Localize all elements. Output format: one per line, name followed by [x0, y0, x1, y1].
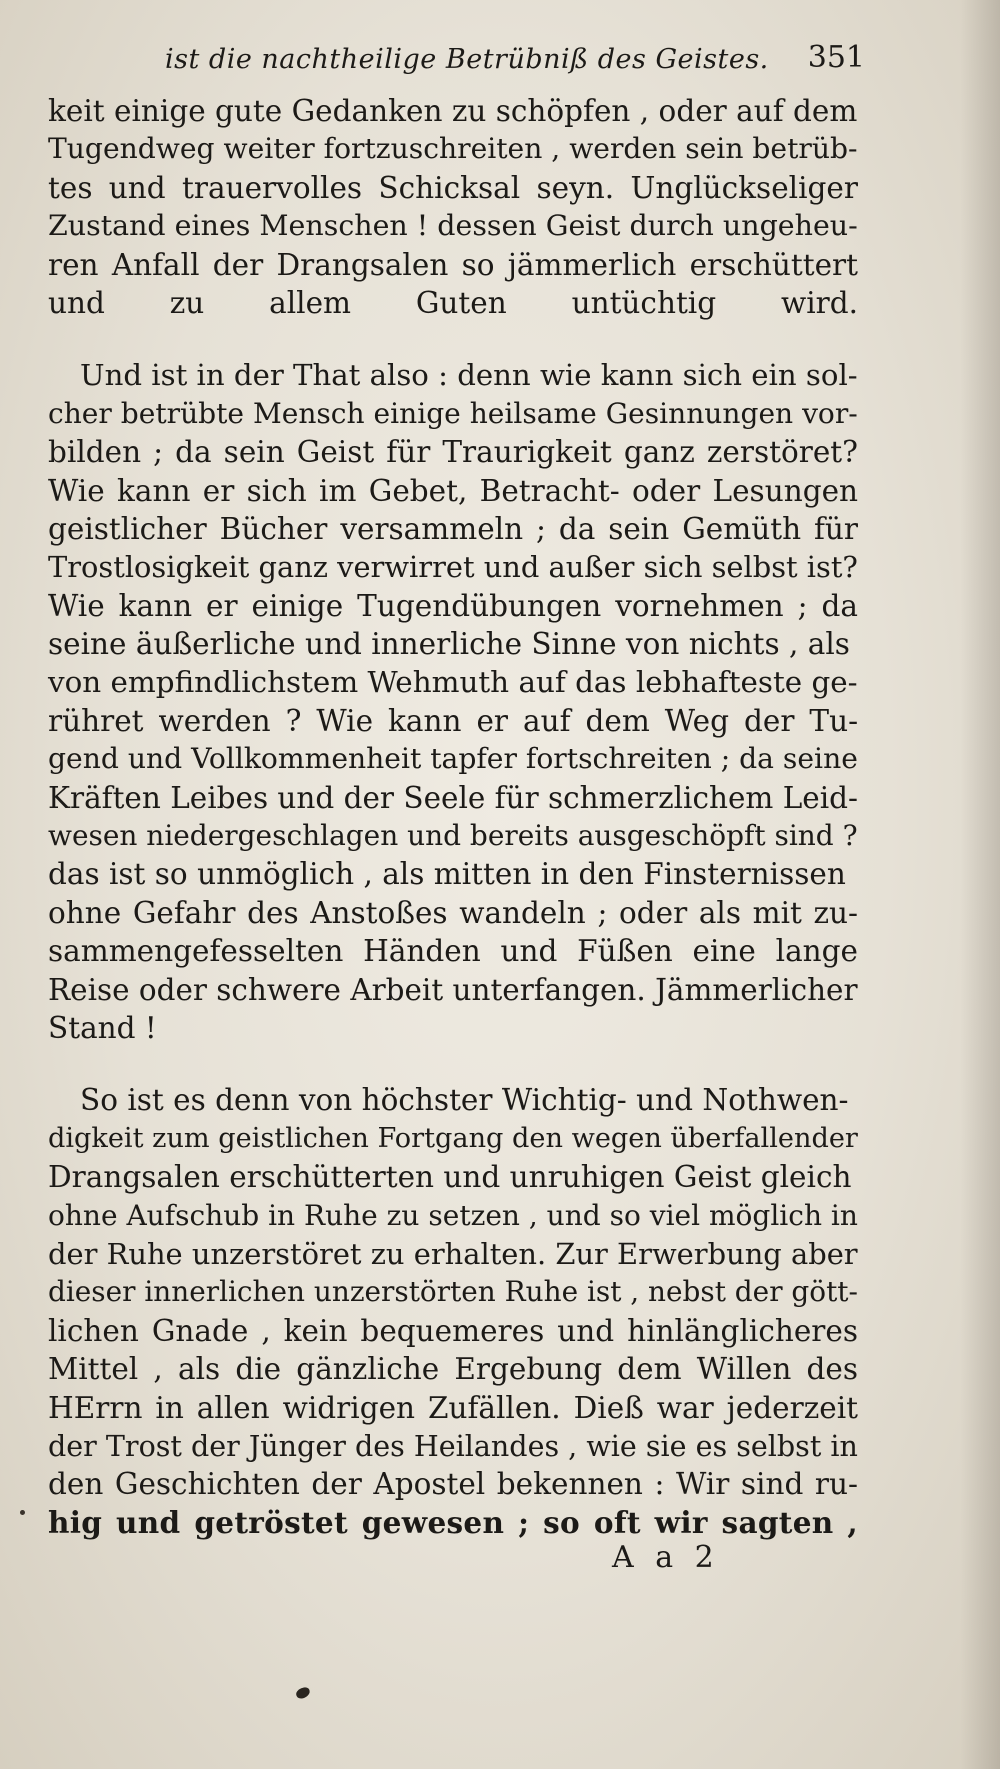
- text-line: der Trost der Jünger des Heilandes , wie sie es selbst in: [48, 1428, 858, 1463]
- text-line: So ist es denn von höchster Wichtig- und Nothwen-: [80, 1083, 849, 1118]
- paragraph-3: [48, 1081, 858, 1542]
- text-line: den Geschichten der Apostel bekennen : Wir sind ru-: [48, 1467, 858, 1502]
- paragraph-2: [48, 356, 858, 1047]
- text-line: geistlicher Bücher versammeln ; da sein Gemüth für: [48, 511, 859, 546]
- text-line: keit einige gute Gedanken zu schöpfen , oder auf dem: [48, 94, 858, 128]
- text-line: Stand !: [48, 1010, 157, 1045]
- text-line: Zustand eines Menschen ! dessen Geist durch ungeheu-: [48, 209, 858, 243]
- text-line: Kräften Leibes und der Seele für schmerzlichem Leid-: [48, 780, 858, 815]
- text-line: HErrn in allen widrigen Zufällen. Dieß war jederzeit: [48, 1390, 858, 1425]
- body-text: [48, 92, 858, 1542]
- text-line: ohne Aufschub in Ruhe zu setzen , und so viel möglich in: [48, 1198, 858, 1232]
- text-line: gend und Vollkommenheit tapfer fortschreiten ; da seine: [48, 742, 858, 776]
- ink-speck: [295, 1686, 312, 1700]
- text-line: Und ist in der That also : denn wie kann sich ein sol-: [80, 358, 858, 393]
- running-head-title: ist die nachtheilige Betrübniß des Geistes.: [165, 44, 769, 75]
- text-line: Mittel , als die gänzliche Ergebung dem Willen des: [48, 1352, 859, 1387]
- page-edge-shadow: [960, 0, 1000, 1769]
- paragraph-1: [48, 92, 858, 322]
- text-line: Trostlosigkeit ganz verwirret und außer sich selbst ist?: [48, 550, 858, 585]
- running-head: [165, 40, 865, 80]
- text-line: bilden ; da sein Geist für Traurigkeit ganz zerstöret?: [48, 435, 858, 470]
- margin-dot: [20, 1510, 25, 1515]
- text-line: und zu allem Guten untüchtig wird.: [48, 285, 859, 320]
- text-line: wesen niedergeschlagen und bereits ausgeschöpft sind ?: [48, 819, 858, 853]
- text-line: Drangsalen erschütterten und unruhigen Geist gleich: [48, 1160, 852, 1195]
- text-line: ren Anfall der Drangsalen so jämmerlich erschüttert: [48, 247, 859, 282]
- text-line: der Ruhe unzerstöret zu erhalten. Zur Erwerbung aber: [48, 1236, 858, 1271]
- text-line: von empfindlichstem Wehmuth auf das lebhafteste ge-: [48, 665, 858, 700]
- text-line: digkeit zum geistlichen Fortgang den wegen überfallender: [48, 1122, 858, 1154]
- text-line: lichen Gnade , kein bequemeres und hinlänglicheres: [48, 1313, 858, 1348]
- signature-mark: A a 2: [612, 1540, 720, 1575]
- text-line: tes und trauervolles Schicksal seyn. Unglückseliger: [48, 170, 858, 205]
- text-line: Wie kann er einige Tugendübungen vornehmen ; da: [48, 588, 858, 623]
- text-line: hig und getröstet gewesen ; so oft wir sagten ,: [48, 1504, 858, 1540]
- text-line: dieser innerlichen unzerstörten Ruhe ist , nebst der gött-: [48, 1275, 858, 1309]
- text-line: Wie kann er sich im Gebet, Betracht- oder Lesungen: [48, 473, 859, 508]
- text-line: seine äußerliche und innerliche Sinne von nichts , als: [48, 627, 850, 662]
- text-line: rühret werden ? Wie kann er auf dem Weg der Tu-: [48, 703, 859, 738]
- text-line: cher betrübte Mensch einige heilsame Gesinnungen vor-: [48, 396, 858, 430]
- text-line: ohne Gefahr des Anstoßes wandeln ; oder als mit zu-: [48, 895, 859, 930]
- page-number: 351: [807, 40, 865, 75]
- text-line: Tugendweg weiter fortzuschreiten , werden sein betrüb-: [48, 132, 858, 166]
- text-line: das ist so unmöglich , als mitten in den Finsternissen: [48, 857, 846, 892]
- text-line: sammengefesselten Händen und Füßen eine lange: [48, 934, 858, 969]
- text-line: Reise oder schwere Arbeit unterfangen. Jämmerlicher: [48, 972, 858, 1007]
